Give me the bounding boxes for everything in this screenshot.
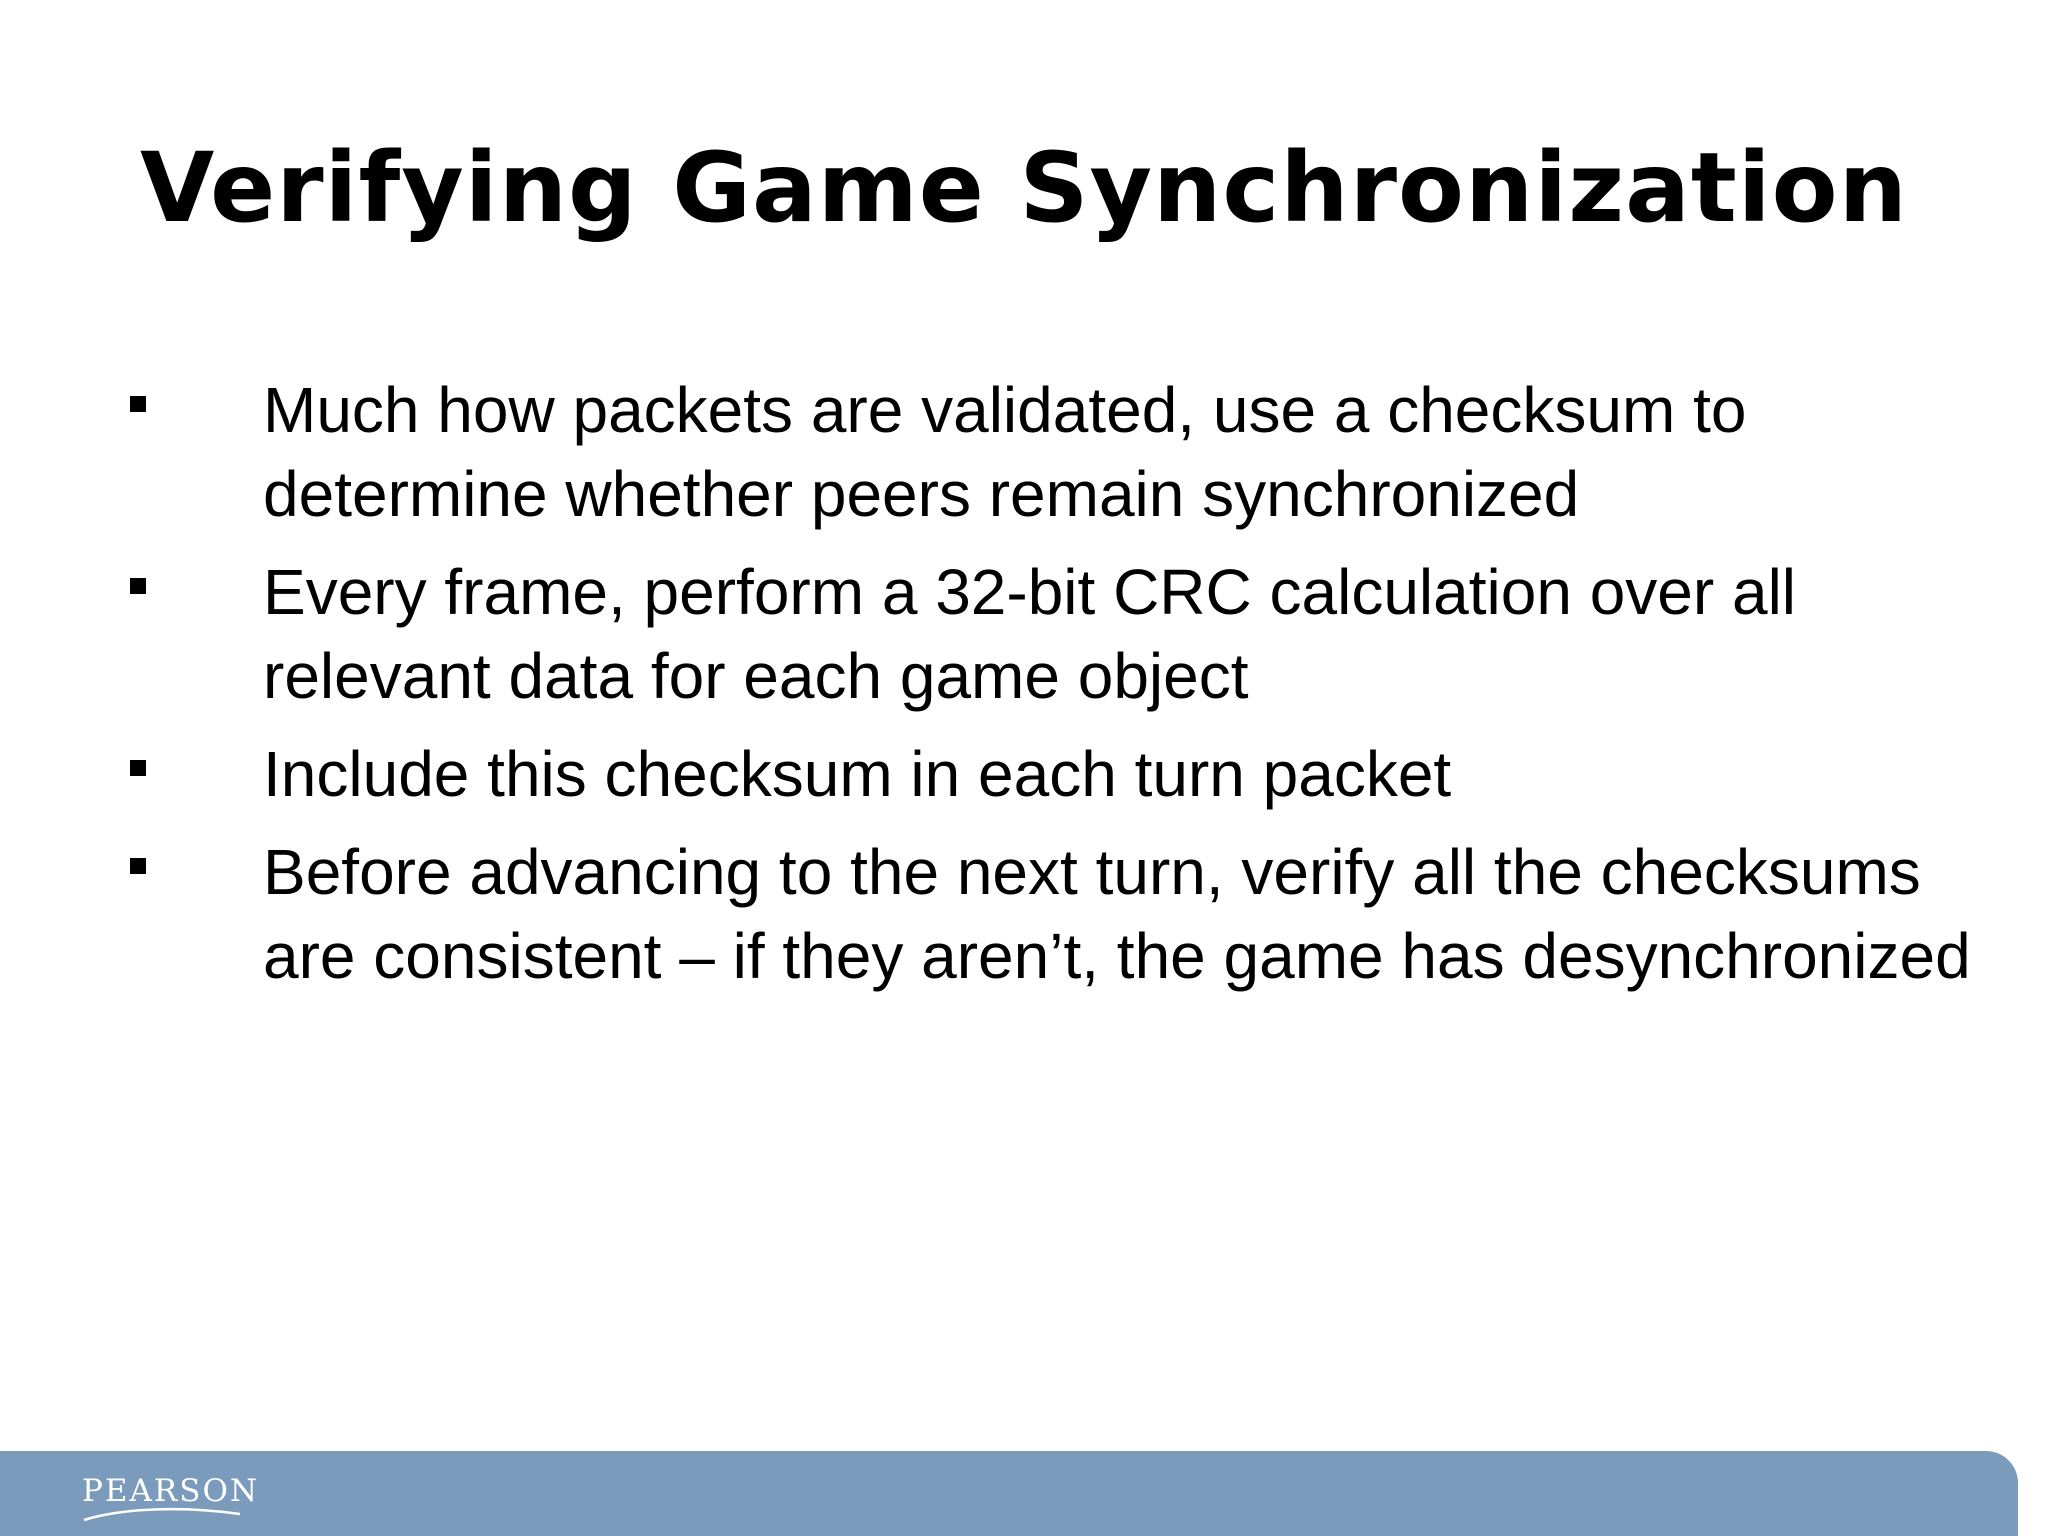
bullet-item [0,732,2048,816]
bullet-text: Before advancing to the next turn, verify all the checksums are consistent – if they aren’t, the game has desynchronized [263,836,1971,992]
bullet-item [0,550,2048,718]
slide-title: Verifying Game Synchronization [140,132,1908,244]
bullet-item [0,368,2048,536]
square-bullet-icon [130,858,146,874]
square-bullet-icon [130,760,146,776]
logo-text: PEARSON [82,1473,259,1509]
bullet-text: Include this checksum in each turn packet [263,738,1452,810]
bullet-list [0,368,2048,1012]
bullet-item [0,830,2048,998]
square-bullet-icon [130,578,146,594]
bullet-text: Much how packets are validated, use a checksum to determine whether peers remain synchronized [263,374,1747,530]
bullet-text: Every frame, perform a 32-bit CRC calculation over all relevant data for each game object [263,556,1796,712]
logo-swoosh-icon [82,1504,242,1524]
footer-band-base [0,1490,2018,1536]
square-bullet-icon [130,396,146,412]
pearson-logo [82,1473,259,1524]
